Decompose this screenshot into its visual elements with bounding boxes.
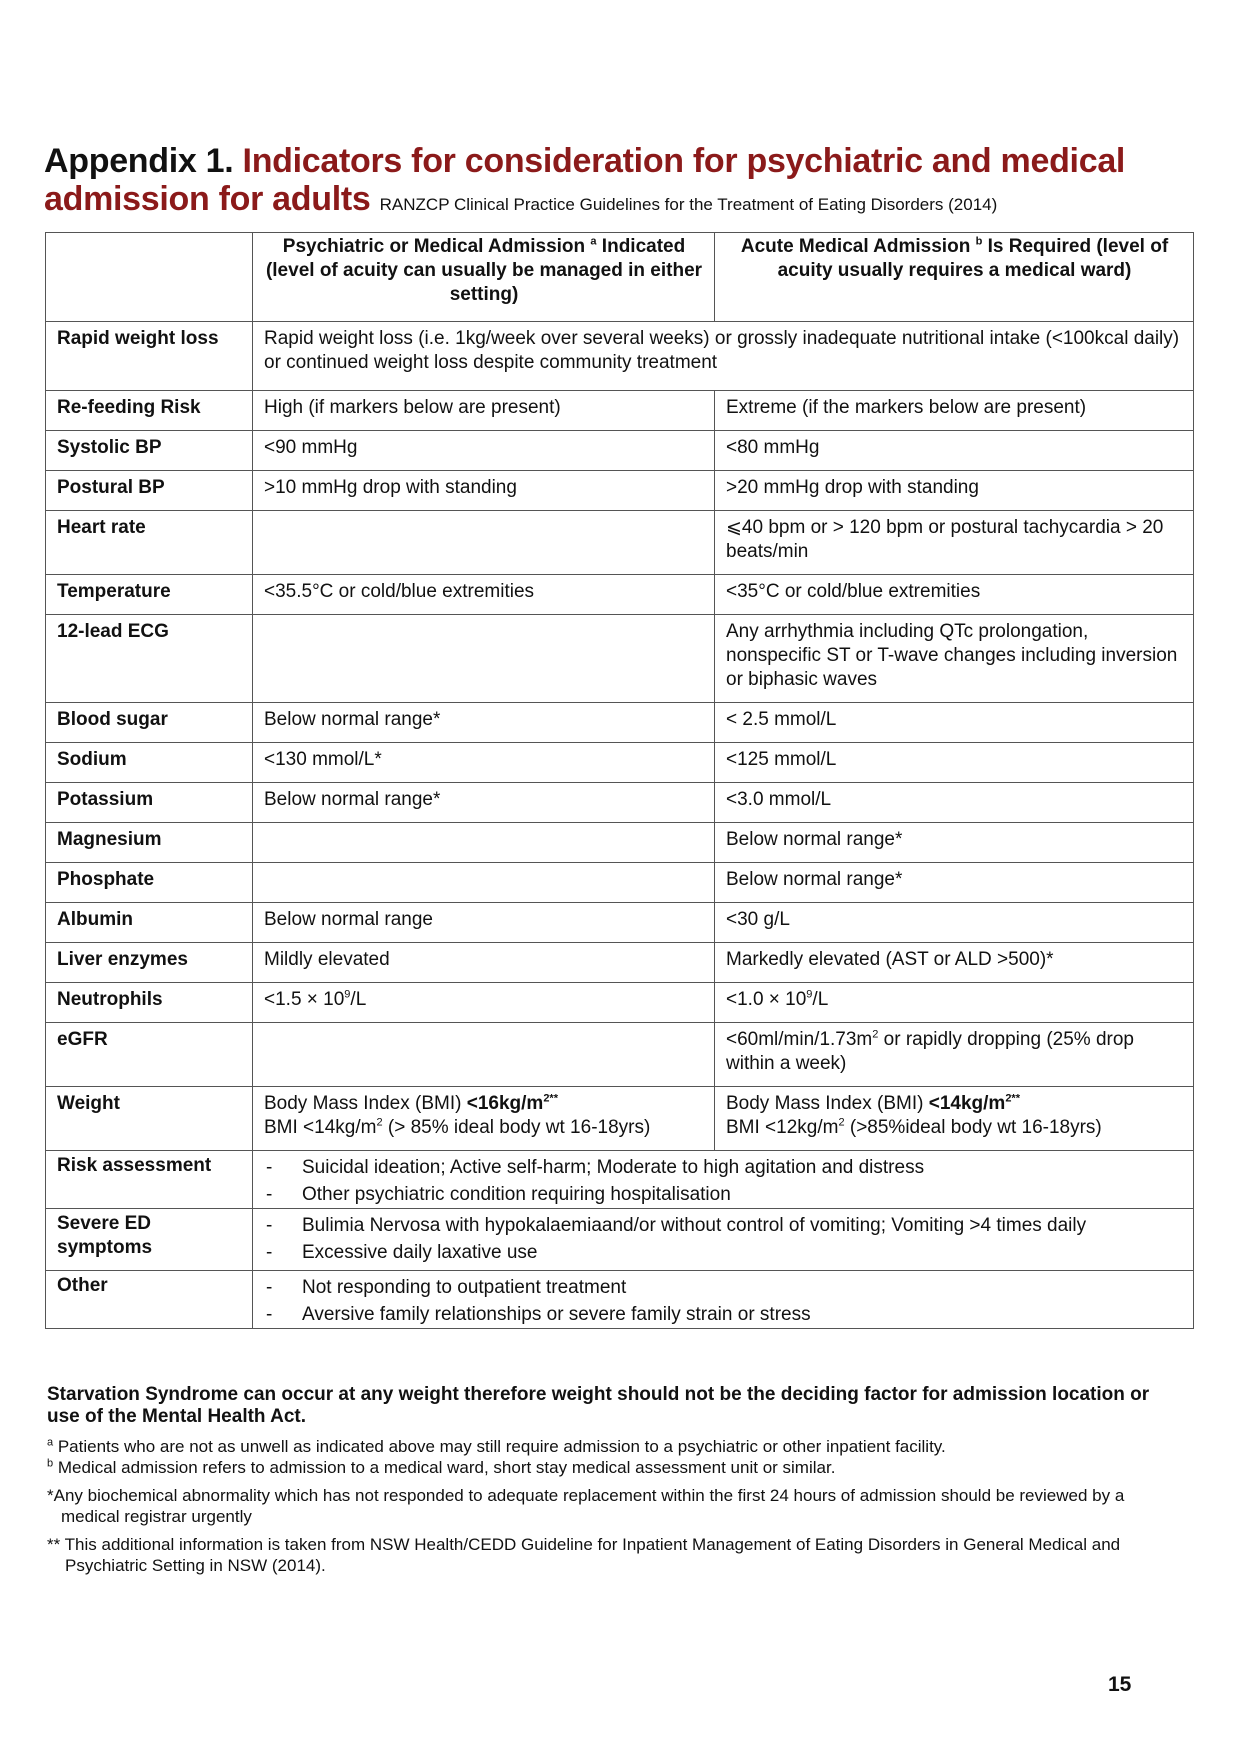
row-medical-value: Below normal range* [715, 863, 1194, 903]
table-row [46, 615, 1194, 703]
row-psych-value: High (if markers below are present) [253, 391, 715, 431]
row-label: 12-lead ECG [46, 615, 253, 703]
row-label: Magnesium [46, 823, 253, 863]
indicators-table [45, 232, 1194, 1329]
row-psych-value: <35.5°C or cold/blue extremities [253, 575, 715, 615]
header-medical-admission: Acute Medical Admission $^b$ Is Required (level of acuity usually requires a medical ward) [715, 233, 1194, 322]
table-row [46, 983, 1194, 1023]
row-medical-value: Body Mass Index $(BMI) <14kg/m^{2**}$ BMI $<12kg/m^2$ (>85%ideal body wt 16-18yrs) [715, 1087, 1194, 1151]
table-row [46, 575, 1194, 615]
title-lead: Appendix 1. [44, 142, 243, 180]
row-psych-value: $<1.5 \times 10^9/L$ [253, 983, 715, 1023]
row-medical-value: <30 g/L [715, 903, 1194, 943]
row-medical-value: Any arrhythmia including QTc prolongation, nonspecific ST or T-wave changes including inversion or biphasic waves [715, 615, 1194, 703]
row-medical-value: Markedly elevated (AST or ALD >500)* [715, 943, 1194, 983]
page-number: 15 [1108, 1673, 1132, 1696]
table-row [46, 1209, 1194, 1271]
footnote-star: *Any biochemical abnormality which has not responded to adequate replacement within the first 24 hours of admission should be reviewed by a medical registrar urgently [47, 1486, 1125, 1526]
row-psych-value: <130 mmol/L* [253, 743, 715, 783]
row-label: Re-feeding Risk [46, 391, 253, 431]
row-label: Other [46, 1271, 253, 1329]
row-label: Severe ED symptoms [46, 1209, 253, 1271]
row-psych-value: Below normal range [253, 903, 715, 943]
bullet-dash: - [266, 1277, 273, 1298]
row-label: Neutrophils [46, 983, 253, 1023]
row-medical-value: >20 mmHg drop with standing [715, 471, 1194, 511]
table-row [46, 823, 1194, 863]
list-item [264, 1301, 1183, 1328]
table-header-row [46, 233, 1194, 322]
row-medical-value: Below normal range* [715, 823, 1194, 863]
header-psych-admission: Psychiatric or Medical Admission $^a$ Indicated (level of acuity can usually be managed in either setting) [253, 233, 715, 322]
table-row [46, 943, 1194, 983]
row-label: Risk assessment [46, 1151, 253, 1209]
footnote-b: $^b$ Medical admission refers to admission to a medical ward, short stay medical assessment unit or similar. [47, 1457, 836, 1477]
table-row [46, 903, 1194, 943]
row-psych-value [253, 615, 715, 703]
row-label: Liver enzymes [46, 943, 253, 983]
row-psych-value [253, 1023, 715, 1087]
title-source: RANZCP Clinical Practice Guidelines for the Treatment of Eating Disorders (2014) [379, 195, 998, 214]
row-label: Sodium [46, 743, 253, 783]
row-psych-value [253, 863, 715, 903]
row-label: eGFR [46, 1023, 253, 1087]
page-title [44, 142, 1164, 224]
bullet-text: Aversive family relationships or severe family strain or stress [302, 1304, 811, 1325]
row-label: Phosphate [46, 863, 253, 903]
table-row [46, 743, 1194, 783]
row-psych-value: Below normal range* [253, 783, 715, 823]
row-psych-value: <90 mmHg [253, 431, 715, 471]
bullet-text: Excessive daily laxative use [302, 1242, 538, 1263]
table-row [46, 471, 1194, 511]
bullet-text: Other psychiatric condition requiring hospitalisation [302, 1184, 731, 1205]
row-medical-value: $<60ml/\min/1.73m^2$ or rapidly dropping (25% drop within a week) [715, 1023, 1194, 1087]
bullet-dash: - [266, 1184, 273, 1205]
table-row [46, 322, 1194, 391]
row-medical-value: <80 mmHg [715, 431, 1194, 471]
list-item [264, 1274, 1183, 1301]
table-row [46, 863, 1194, 903]
row-psych-value [253, 511, 715, 575]
bullet-text: Bulimia Nervosa with hypokalaemiaand/or without control of vomiting; Vomiting >4 times daily [302, 1215, 1087, 1236]
table-row [46, 1087, 1194, 1151]
row-label: Systolic BP [46, 431, 253, 471]
row-label: Albumin [46, 903, 253, 943]
row-label: Blood sugar [46, 703, 253, 743]
bullet-dash: - [266, 1157, 273, 1178]
table-row [46, 783, 1194, 823]
row-medical-value: $<1.0 \times 10^9/L$ [715, 983, 1194, 1023]
bullet-dash: - [266, 1215, 273, 1236]
list-item [264, 1212, 1183, 1239]
table-row [46, 511, 1194, 575]
table-row [46, 431, 1194, 471]
row-label: Temperature [46, 575, 253, 615]
row-psych-value: Below normal range* [253, 703, 715, 743]
row-medical-value: <125 mmol/L [715, 743, 1194, 783]
bullet-text: Suicidal ideation; Active self-harm; Moderate to high agitation and distress [302, 1157, 925, 1178]
row-medical-value: <35°C or cold/blue extremities [715, 575, 1194, 615]
footnote-a: $^a$ Patients who are not as unwell as indicated above may still require admission to a psychiatric or other inpatient facility. [47, 1436, 946, 1456]
row-medical-value: ⩽40 bpm or > 120 bpm or postural tachycardia > 20 beats/min [715, 511, 1194, 575]
bullet-dash: - [266, 1242, 273, 1263]
table-row [46, 1271, 1194, 1329]
row-medical-value: < 2.5 mmol/L [715, 703, 1194, 743]
table-row [46, 703, 1194, 743]
row-bullet-list [253, 1209, 1194, 1271]
footnote-double-star: ** This additional information is taken from NSW Health/CEDD Guideline for Inpatient Management of Eating Disorders in General Medical and Psychiatric Setting in NSW (2014). [47, 1535, 1121, 1575]
bullet-dash: - [266, 1304, 273, 1325]
title-main: Indicators for consideration for psychiatric and medical admission for adults [44, 142, 1126, 218]
starvation-note: Starvation Syndrome can occur at any weight therefore weight should not be the deciding factor for admission location or use of the Mental Health Act. [47, 1384, 1150, 1427]
list-item [264, 1181, 1183, 1208]
list-item [264, 1154, 1183, 1181]
table-row [46, 1023, 1194, 1087]
bullet-text: Not responding to outpatient treatment [302, 1277, 627, 1298]
row-label: Potassium [46, 783, 253, 823]
row-psych-value: Mildly elevated [253, 943, 715, 983]
row-label: Heart rate [46, 511, 253, 575]
row-medical-value: <3.0 mmol/L [715, 783, 1194, 823]
row-psych-value: >10 mmHg drop with standing [253, 471, 715, 511]
table-row [46, 391, 1194, 431]
row-value-span: Rapid weight loss (i.e. 1kg/week over several weeks) or grossly inadequate nutritional intake (<100kcal daily) or continued weight loss despite community treatment [253, 322, 1194, 391]
notes-block [47, 1384, 1167, 1428]
row-psych-value [253, 823, 715, 863]
header-empty-cell [46, 233, 253, 322]
row-bullet-list [253, 1151, 1194, 1209]
row-bullet-list [253, 1271, 1194, 1329]
row-psych-value: Body Mass Index $(BMI) <16kg/m^{2**}$ BMI $<14kg/m^2$ (> 85% ideal body wt 16-18yrs) [253, 1087, 715, 1151]
row-label: Postural BP [46, 471, 253, 511]
table-row [46, 1151, 1194, 1209]
row-medical-value: Extreme (if the markers below are present) [715, 391, 1194, 431]
row-label: Rapid weight loss [46, 322, 253, 391]
row-label: Weight [46, 1087, 253, 1151]
list-item [264, 1239, 1183, 1266]
